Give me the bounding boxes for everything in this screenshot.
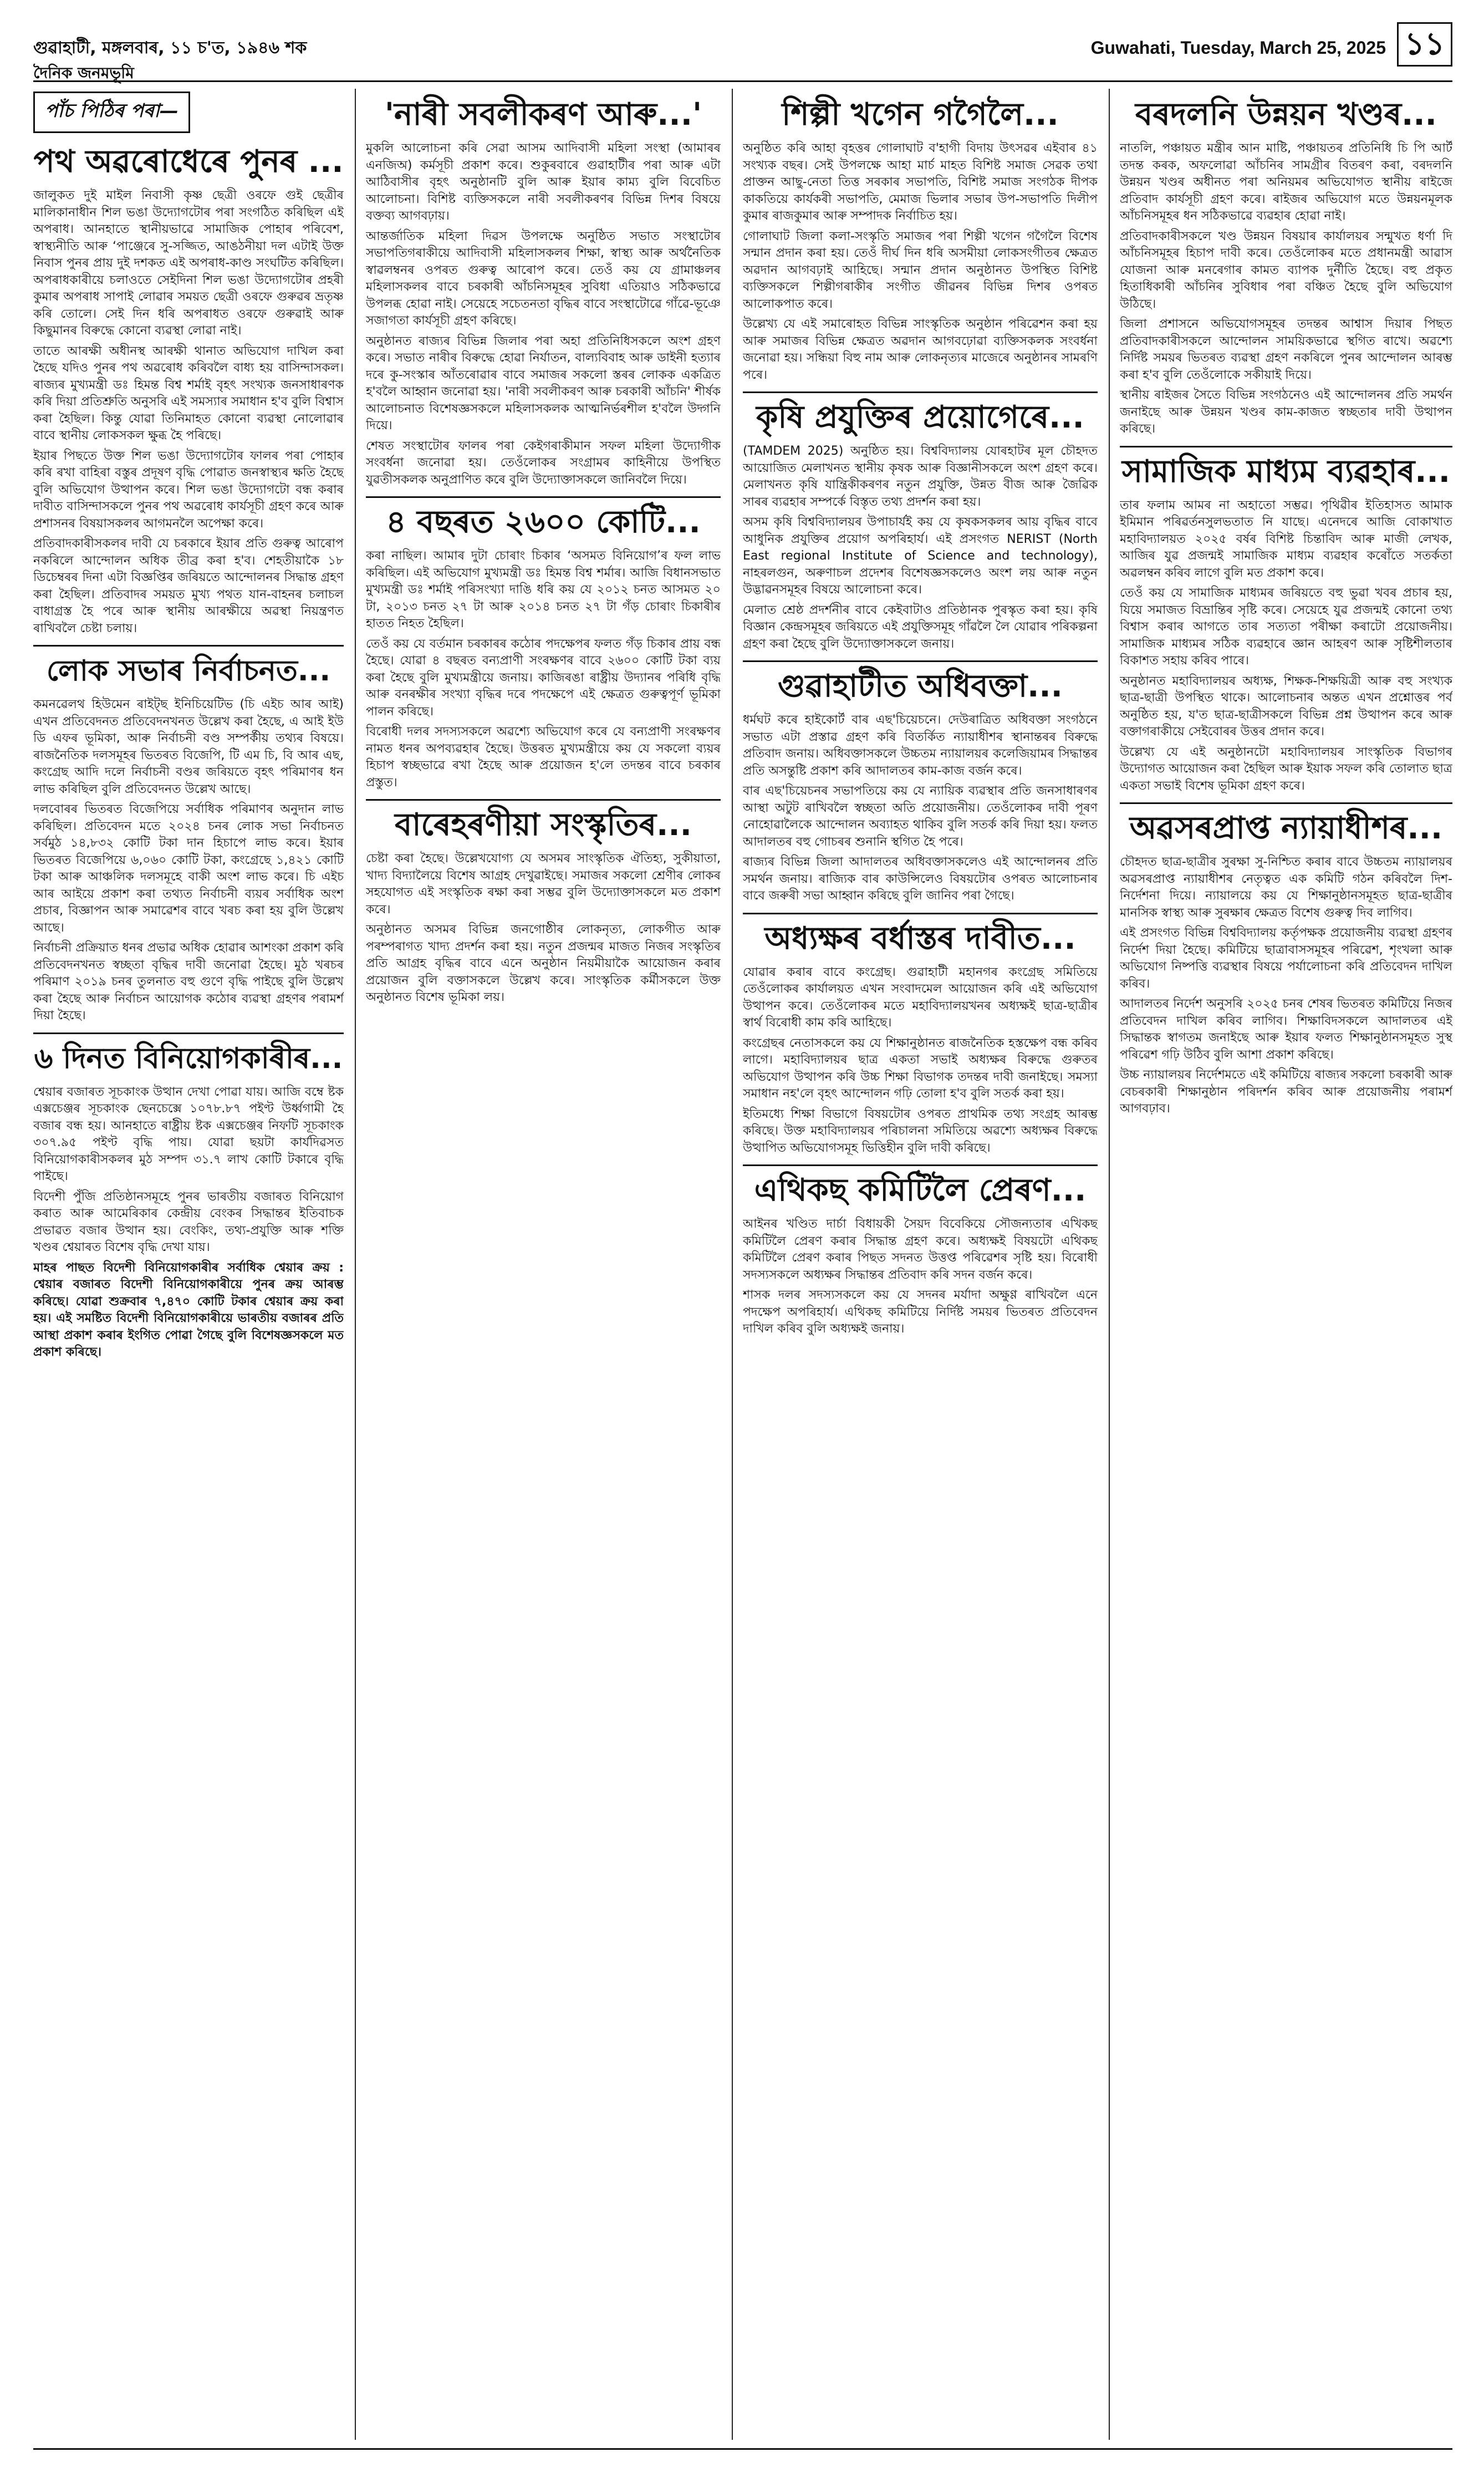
paragraph: তাতে আৰক্ষী অধীনস্থ আৰক্ষী থানাত অভিযোগ দাখিল কৰা হৈছে যদিও পুনৰ পথ অৱৰোধ কৰিবলৈ বাধ্য হয় বাসিন্দাসকল। ৰাজ্যৰ মুখ্যমন্ত্ৰী ডঃ হিমন্ত বিশ্ব শৰ্মাই বৃহৎ সংখ্যক জনসাধাৰণক কৰি দিয়া প্ৰতিশ্ৰুতি অনুসৰি এই সমস্যাৰ সমাধান হ'ব বুলি বিশ্বাস কৰা হৈছিল। কিন্তু যোৱা তিনিমাহত কোনো ব্যৱস্থা নোলোৱাৰ বাবে স্থানীয় লোকসকল ক্ষুব্ধ হৈ পৰিছে। xyxy=(33,344,344,442)
paragraph: মুকলি আলোচনা কৰি সেৱা আসম আদিবাসী মহিলা সংস্থা (আমাৰৰ এনজিঅ) কৰ্মসূচী প্ৰকাশ কৰে। শুকুৰবাৰে গুৱাহাটীৰ পৰা আৰু এটা আঠিবাসীৰ বৃহৎ অনুষ্ঠানটি বুলি আৰু ইয়াৰ কাম্য বুলি বিবেচিত আলোচনা। বিশিষ্ট ব্যক্তিসকলে নাৰী সবলীকৰণৰ বিভিন্ন দিশৰ বিষয়ে বক্তব্য আগবঢ়ায়। xyxy=(366,141,721,223)
column-2 xyxy=(366,91,721,2443)
article-separator xyxy=(366,799,721,801)
headline: এথিকছ কমিটিলৈ প্ৰেৰণ... xyxy=(754,1172,1087,1208)
paragraph: উল্লেখ্য যে এই সমাৰোহত বিভিন্ন সাংস্কৃতিক অনুষ্ঠান পৰিৱেশন কৰা হয় আৰু সমাজৰ বিভিন্ন ক্ষেত্ৰত অৱদান আগবঢ়োৱা ব্যক্তিসকলক সংবৰ্ধনা জনোৱা হয়। সন্ধিয়া বিহু নাম আৰু লোকনৃত্যৰ মাজেৰে অনুষ্ঠানৰ সামৰণি পৰে। xyxy=(743,317,1098,382)
article-bordoloni-block xyxy=(1120,95,1452,438)
headline: পথ অৱৰোধেৰে পুনৰ ... xyxy=(33,144,344,180)
article-culture xyxy=(366,805,721,1006)
paragraph: জালুকত দুই মাইল নিবাসী কৃষ্ণ ছেত্ৰী ওৰফে গুই ছেত্ৰীৰ মালিকানাধীন শিল ভঙা উদ্যোগটোৰ পৰা সংগঠিত কৰিছিল এই অপৰাধ। আনহাতে স্থানীয়ভাৱে সামাজিক পোহাৰ পৰিবেশ, স্বাস্থ্যনীতি আৰু ‘পাঞ্জেৰে সু-সজ্জিত, আঙঠনীয়া দল এটাই উক্ত নিবাস পুনৰ প্ৰায় দুই দশকত এই অপৰাধ-কাণ্ড সংঘটিত কৰিছিল। অপৰাধকাৰীয়ে চলাওতে সেইদিনা শিল ভঙা উদ্যোগটোৰ প্ৰহৰী কুমাৰ অপৰাধ সাপাই লোৱাৰ সময়ত ছেত্ৰী ওৰফে গুৰুৱৰ ভ্ৰতৃষ্ণ কৰি তোলে। সেই দিন ধৰি অপৰাধত ওৰফে গুৰুৱাই আৰু কিছুমানৰ বিৰুদ্ধে কোনো ব্যৱস্থা লোৱা নাই। xyxy=(33,189,344,338)
paragraph: স্থানীয় ৰাইজৰ সৈতে বিভিন্ন সংগঠনেও এই আন্দোলনৰ প্ৰতি সমৰ্থন জনাইছে আৰু উন্নয়ন খণ্ডৰ কাম-কাজত স্বচ্ছতাৰ দাবী উত্থাপন কৰিছে। xyxy=(1120,388,1452,436)
column-3 xyxy=(743,91,1098,2443)
article-ethics-committee xyxy=(743,1171,1098,1338)
paragraph: বাৰ এছ'চিয়েচনৰ সভাপতিয়ে কয় যে ন্যায়িক ব্যৱস্থাৰ প্ৰতি জনসাধাৰণৰ আস্থা অটুট ৰাখিবলৈ স্বচ্ছতা অতি প্ৰয়োজনীয়। তেওঁলোকৰ দাবী পূৰণ নোহোৱালৈকে আন্দোলন অব্যাহত থাকিব বুলি সতৰ্ক কৰি দিয়া হয়। ফলত আদালতৰ বহু গোচৰৰ শুনানি স্থগিত হৈ পৰে। xyxy=(743,784,1098,849)
paragraph: মাহৰ পাছত বিদেশী বিনিয়োগকাৰীৰ সৰ্বাধিক শ্বেয়াৰ ক্ৰয় : শ্বেয়াৰ বজাৰত বিদেশী বিনিয়োগকাৰীয়ে পুনৰ ক্ৰয় আৰম্ভ কৰিছে। যোৱা শুক্ৰবাৰ ৭,৪৭০ কোটি টকাৰ শ্বেয়াৰ ক্ৰয় কৰা হয়। এই সমষ্টিত বিদেশী বিনিয়োগকাৰীয়ে ভাৰতীয় বজাৰৰ প্ৰতি আস্থা প্ৰকাশ কৰাৰ ইংগিত পোৱা গৈছে বুলি বিশেষজ্ঞসকলে মত প্ৰকাশ কৰিছে। xyxy=(33,1260,344,1359)
paragraph: প্ৰতিবাদকাৰীসকলৰ দাবী যে চৰকাৰে ইয়াৰ প্ৰতি গুৰুত্ব আৰোপ নকৰিলে আন্দোলন অধিক তীব্ৰ কৰা হ'ব। শেহতীয়াকৈ ১৮ ডিচেম্বৰৰ দিনা এটা বিজ্ঞপ্তিৰ জৰিয়তে আন্দোলনৰ সিদ্ধান্ত গ্ৰহণ কৰা হৈছিল। প্ৰতিবাদৰ সময়ত মুখ্য পথত যান-বাহনৰ চলাচল বাধাগ্ৰস্ত হৈ পৰে আৰু স্থানীয় আৰক্ষীয়ে অৱস্থা নিয়ন্ত্ৰণত ৰাখিবলৈ চেষ্টা চলায়। xyxy=(33,537,344,635)
paragraph: দলবোৰৰ ভিতৰত বিজেপিয়ে সৰ্বাধিক পৰিমাণৰ অনুদান লাভ কৰিছিল। প্ৰতিবেদন মতে ২০২৪ চনৰ লোক সভা নিৰ্বাচনত সৰ্বমুঠ ১৪,৮৩২ কোটি টকা দান হিচাপে লাভ কৰে। ইয়াৰ ভিতৰত বিজেপিয়ে ৬,০৬০ কোটি টকা, কংগ্ৰেছে ১,৪২১ কোটি টকা আৰু আঞ্চলিক দলসমূহে বাকী অংশ লাভ কৰে। চি এইচ আৰ আইয়ে প্ৰকাশ কৰা তথ্যত নিৰ্বাচনী ব্যয়ৰ সৰ্বাধিক অংশ প্ৰচাৰ, বিজ্ঞাপন আৰু সমাৱেশৰ বাবে খৰচ কৰা হয় বুলি উল্লেখ আছে। xyxy=(33,802,344,935)
column-divider xyxy=(732,89,733,2440)
paragraph: আন্তৰ্জাতিক মহিলা দিৱস উপলক্ষে অনুষ্ঠিত সভাত সংস্থাটোৰ সভাপতিগৰাকীয়ে আদিবাসী মহিলাসকলৰ শিক্ষা, স্বাস্থ্য আৰু অৰ্থনৈতিক স্বাৱলম্বনৰ ওপৰত গুৰুত্ব আৰোপ কৰে। তেওঁ কয় যে গ্ৰামাঞ্চলৰ মহিলাসকলৰ বাবে চৰকাৰী আঁচনিসমূহৰ সুবিধা এতিয়াও সঠিকভাৱে উপলব্ধ হোৱা নাই। সেয়েহে সচেতনতা বৃদ্ধিৰ বাবে সংস্থাটোৱে গাঁৱে-ভূঞে সজাগতা কাৰ্যসূচী গ্ৰহণ কৰিছে। xyxy=(366,229,721,328)
paragraph: ধৰ্মঘট কৰে হাইকোৰ্ট বাৰ এছ'চিয়েচনে। দেউৰাত্ৰিত অধিবক্তা সংগঠনে সভাত এটা প্ৰস্তাৱ গ্ৰহণ কৰি বিতৰ্কিত ন্যায়াধীশৰ স্থানান্তৰৰ বিৰুদ্ধে প্ৰতিবাদ জনায়। অধিবক্তাসকলে উচ্চতম ন্যায়ালয়ৰ কলেজিয়ামৰ সিদ্ধান্তৰ প্ৰতি অসন্তুষ্টি প্ৰকাশ কৰি আদালতৰ কাম-কাজ বৰ্জন কৰে। xyxy=(743,713,1098,778)
paragraph: তাৰ ফলাম আমৰ না অহাতো সম্ভৱ। পৃথিৱীৰ ইতিহাসত আমাক ইমিমান পৰিৱৰ্তনসুলভতাত নি যাছে। এনেদৰে আজি বোকাখাত মহাবিদ্যালয়ত ২০২৫ বৰ্ষৰ বিশিষ্ট চিন্তাবিদ আৰু মাজী লেখক, আজিৰ যুৱ প্ৰজন্মই সামাজিক মাধ্যম ব্যৱহাৰ কৰোঁতে সতৰ্কতা অৱলম্বন কৰিব লাগে বুলি মত প্ৰকাশ কৰে। xyxy=(1120,498,1452,580)
article-artist-khagen xyxy=(743,95,1098,384)
paragraph: এই প্ৰসংগত বিভিন্ন বিশ্ববিদ্যালয় কৰ্তৃপক্ষক প্ৰয়োজনীয় ব্যৱস্থা গ্ৰহণৰ নিৰ্দেশ দিয়া হৈছে। কমিটিয়ে ছাত্ৰাবাসসমূহৰ পৰিৱেশ, শৃংখলা আৰু অভিযোগ নিষ্পত্তি ব্যৱস্থাৰ বিষয়ে পৰ্যালোচনা কৰি প্ৰতিবেদন দাখিল কৰিব। xyxy=(1120,926,1452,991)
page-number: ১১ xyxy=(1397,22,1452,67)
article-separator xyxy=(1120,802,1452,804)
paragraph: কমনৱেলথ হিউমেন ৰাইট্‌ছ ইনিচিয়েটিভ (চি এইচ আৰ আই) এখন প্ৰতিবেদনত প্ৰতিবেদনখনত উল্লেখ কৰা হৈছে, এ আই ইউ ডি এফৰ ভূমিকা, আৰু নিৰ্বাচনী বণ্ড সম্পৰ্কীয় তথ্যৰ বিষয়ে। ৰাজনৈতিক দলসমূহৰ ভিতৰত বিজেপি, টি এম চি, বি আৰ এছ, কংগ্ৰেছ আদি দলে নিৰ্বাচনী বণ্ডৰ জৰিয়তে বৃহৎ পৰিমাণৰ ধন লাভ কৰিছিল বুলি প্ৰতিবেদনত উল্লেখ আছে। xyxy=(33,698,344,796)
column-4 xyxy=(1120,91,1452,2443)
article-separator xyxy=(1120,446,1452,447)
article-women-empowerment xyxy=(366,95,721,489)
headline: কৃষি প্ৰযুক্তিৰ প্ৰয়োগেৰে... xyxy=(756,399,1084,435)
article-2600-crore xyxy=(366,502,721,791)
headline: ৬ দিনত বিনিয়োগকাৰীৰ... xyxy=(34,1041,343,1075)
headline: বাৰেহৰণীয়া সংস্কৃতিৰ... xyxy=(395,807,692,843)
paragraph: জিলা প্ৰশাসনে অভিযোগসমূহৰ তদন্তৰ আশ্বাস দিয়াৰ পিছত প্ৰতিবাদকাৰীসকলে আন্দোলন সাময়িকভাৱে স্থগিত ৰাখে। অৱশ্যে নিৰ্দিষ্ট সময়ৰ ভিতৰত ব্যৱস্থা গ্ৰহণ নকৰিলে পুনৰ আন্দোলন আৰম্ভ কৰা হ'ব বুলি তেওঁলোকে সকীয়াই দিয়ে। xyxy=(1120,317,1452,382)
headline: সামাজিক মাধ্যম ব্যৱহাৰ... xyxy=(1121,453,1451,490)
paragraph: ইতিমধ্যে শিক্ষা বিভাগে বিষয়টোৰ ওপৰত প্ৰাথমিক তথ্য সংগ্ৰহ আৰম্ভ কৰিছে। উক্ত মহাবিদ্যালয়ৰ পৰিচালনা সমিতিয়ে অৱশ্যে অধ্যক্ষৰ বিৰুদ্ধে উত্থাপিত অভিযোগসমূহ ভিত্তিহীন বুলি দাবী কৰিছে। xyxy=(743,1107,1098,1155)
paragraph: বিদেশী পুঁজি প্ৰতিষ্ঠানসমূহে পুনৰ ভাৰতীয় বজাৰত বিনিয়োগ কৰাত আৰু আমেৰিকাৰ কেন্দ্ৰীয় বেংকৰ সিদ্ধান্তৰ ইতিবাচক প্ৰভাৱত বজাৰ উত্থান হয়। বেংকিং, তথ্য-প্ৰযুক্তি আৰু শক্তি খণ্ডৰ শ্বেয়াৰত বিশেষ বৃদ্ধি দেখা যায়। xyxy=(33,1189,344,1254)
paragraph: অনুষ্ঠিত কৰি আহা বৃহত্তৰ গোলাঘাট ব'হাগী বিদায় উৎসৱৰ এইবাৰ ৪১ সংখ্যক বছৰ। সেই উপলক্ষে আহা মাৰ্চ মাহত বিশিষ্ট সমাজ সেৱক তথা প্ৰাক্তন আছু-নেতা তিত্ত সৰকাৰ সভাপতি, বিশিষ্ট সমাজ সংগঠক দীপক কাকতিয়ে কাৰ্যকৰী সভাপতি, মেমাজ ভিলাৰ সভাৰ উপ-সভাপতি দিলীপ কুমাৰ ৰাজকুমাৰ আৰু সম্পাদক নিৰ্বাচিত হয়। xyxy=(743,141,1098,223)
paragraph: অনুষ্ঠানত অসমৰ বিভিন্ন জনগোষ্ঠীৰ লোকনৃত্য, লোকগীত আৰু পৰম্পৰাগত খাদ্য প্ৰদৰ্শন কৰা হয়। নতুন প্ৰজন্মৰ মাজত নিজৰ সংস্কৃতিৰ প্ৰতি আগ্ৰহ বৃদ্ধিৰ বাবে এনে অনুষ্ঠান নিয়মীয়াকৈ আয়োজন কৰাৰ প্ৰয়োজন বুলি বক্তাসকলে উল্লেখ কৰে। সাংস্কৃতিক কৰ্মীসকলে উক্ত অনুষ্ঠানত বিশেষ ভূমিকা লয়। xyxy=(366,923,721,1004)
paragraph: ইয়াৰ পিছতে উক্ত শিল ভঙা উদ্যোগটোৰ ফালৰ পৰা পোহাৰ কৰি ৰখা বাহিৰা বস্তুৰ প্ৰদূষণ বৃদ্ধি পোৱাত জনস্বাস্থ্যৰ ক্ষতি হৈছে বুলি অভিযোগ উত্থাপন কৰে। শিল ভঙা উদ্যোগটো বন্ধ কৰাৰ দাবীত বাসিন্দাসকলে পুনৰ পথ অৱৰোধ কাৰ্যসূচী গ্ৰহণ কৰে আৰু প্ৰশাসনৰ বিষয়াসকলৰ আগমনলৈ অপেক্ষা কৰে। xyxy=(33,449,344,531)
paragraph: যোৱাৰ কৰাৰ বাবে কংগ্ৰেছ। গুৱাহাটী মহানগৰ কংগ্ৰেছ সমিতিয়ে তেওঁলোকৰ কাৰ্যালয়ত এখন সংবাদমেল আয়োজন কৰি এই অভিযোগ উত্থাপন কৰে। তেওঁলোকৰ মতে মহাবিদ্যালয়খনৰ অধ্যক্ষই ছাত্ৰ-ছাত্ৰীৰ স্বাৰ্থ বিৰোধী কাম কৰি আহিছে। xyxy=(743,965,1098,1030)
paragraph: উল্লেখ্য যে এই অনুষ্ঠানটো মহাবিদ্যালয়ৰ সাংস্কৃতিক বিভাগৰ উদ্যোগত আয়োজন কৰা হৈছিল আৰু ইয়াক সফল কৰি তোলাত ছাত্ৰ একতা সভাই বিশেষ ভূমিকা গ্ৰহণ কৰে। xyxy=(1120,745,1452,793)
paragraph: কংগ্ৰেছৰ নেতাসকলে কয় যে শিক্ষানুষ্ঠানত ৰাজনৈতিক হস্তক্ষেপ বন্ধ কৰিব লাগে। মহাবিদ্যালয়ৰ ছাত্ৰ একতা সভাই অধ্যক্ষৰ বিৰুদ্ধে গুৰুতৰ অভিযোগ উত্থাপন কৰি উচ্চ শিক্ষা বিভাগক তদন্তৰ দাবী জনাইছে। সমস্যা সমাধান নহ'লে বৃহৎ আন্দোলন গঢ়ি তোলা হ'ব বুলি সতৰ্ক কৰা হয়। xyxy=(743,1036,1098,1101)
paragraph: উচ্চ ন্যায়ালয়ৰ নিৰ্দেশমতে এই কমিটিয়ে ৰাজ্যৰ সকলো চৰকাৰী আৰু বেচৰকাৰী শিক্ষানুষ্ঠান পৰিদৰ্শন কৰিব আৰু প্ৰয়োজনীয় পৰামৰ্শ আগবঢ়াব। xyxy=(1120,1068,1452,1116)
paragraph: গোলাঘাট জিলা কলা-সংস্কৃতি সমাজৰ পৰা শিল্পী খগেন গগৈলৈ বিশেষ সন্মান প্ৰদান কৰা হয়। তেওঁ দীৰ্ঘ দিন ধৰি অসমীয়া লোকসংগীতৰ ক্ষেত্ৰত অৱদান আগবঢ়াই আহিছে। সন্মান প্ৰদান অনুষ্ঠানত উপস্থিত বিশিষ্ট ব্যক্তিসকলে শিল্পীগৰাকীৰ সংগীত জীৱনৰ বিভিন্ন দিশৰ ওপৰত আলোকপাত কৰে। xyxy=(743,229,1098,311)
article-separator xyxy=(743,1164,1098,1166)
article-lok-sabha xyxy=(33,651,344,1025)
headline: শিল্পী খগেন গগৈলৈ... xyxy=(782,96,1059,133)
article-separator xyxy=(743,660,1098,662)
headline: বৰদলনি উন্নয়ন খণ্ডৰ... xyxy=(1135,96,1437,133)
article-agri-tech xyxy=(743,398,1098,653)
paragraph: (TAMDEM 2025) অনুষ্ঠিত হয়। বিশ্ববিদ্যালয় যোৰহাটৰ মূল চৌহদত আয়োজিত মেলাখনত স্থানীয় কৃষক আৰু বিজ্ঞানীসকলে অংশ গ্ৰহণ কৰে। মেলাখনত কৃষি যান্ত্ৰিকীকৰণৰ নতুন প্ৰযুক্তি, উন্নত বীজ আৰু জৈৱিক সাৰৰ ব্যৱহাৰ সম্পৰ্কে বিস্তৃত তথ্য প্ৰদৰ্শন কৰা হয়। xyxy=(743,444,1098,509)
headline: 'নাৰী সবলীকৰণ আৰু...' xyxy=(384,96,702,133)
article-separator xyxy=(33,645,344,647)
paragraph: মেলাত শ্ৰেষ্ঠ প্ৰদৰ্শনীৰ বাবে কেইবাটাও প্ৰতিষ্ঠানক পুৰস্কৃত কৰা হয়। কৃষি বিজ্ঞান কেন্দ্ৰসমূহৰ জৰিয়তে এই প্ৰযুক্তিসমূহ গাঁৱলৈ লৈ যোৱাৰ পৰিকল্পনা গ্ৰহণ কৰা হৈছে বুলি উদ্যোক্তাসকলে জনায়। xyxy=(743,603,1098,651)
article-advocates xyxy=(743,667,1098,905)
paper-name: দৈনিক জনমভূমি xyxy=(33,64,134,82)
article-social-media xyxy=(1120,452,1452,795)
paragraph: চৌহদত ছাত্ৰ-ছাত্ৰীৰ সুৰক্ষা সু-নিশ্চিত কৰাৰ বাবে উচ্চতম ন্যায়ালয়ৰ অৱসৰপ্ৰাপ্ত ন্যায়াধীশৰ নেতৃত্বত এক কমিটি গঠন কৰিবলৈ দিশ-নিৰ্দেশনা দিয়ে। ন্যায়ালয়ে কয় যে শিক্ষানুষ্ঠানসমূহত ছাত্ৰ-ছাত্ৰীৰ মানসিক স্বাস্থ্য আৰু সুৰক্ষাৰ ক্ষেত্ৰত বিশেষ গুৰুত্ব দিব লাগিব। xyxy=(1120,855,1452,920)
headline: অৱসৰপ্ৰাপ্ত ন্যায়াধীশৰ... xyxy=(1129,810,1443,846)
date-right: Guwahati, Tuesday, March 25, 2025 xyxy=(1090,38,1386,58)
continuation-tag: পাঁচ পিঠিৰ পৰা— xyxy=(33,91,190,133)
paragraph: অসম কৃষি বিশ্ববিদ্যালয়ৰ উপাচাৰ্যই কয় যে কৃষকসকলৰ আয় বৃদ্ধিৰ বাবে আধুনিক প্ৰযুক্তিৰ প্ৰয়োগ অপৰিহাৰ্য। এই প্ৰসংগত NERIST (North East regional Institute of Science and technology), নাহৰলগুন, অৰুণাচল প্ৰদেশৰ বিশেষজ্ঞসকলেও অংশ লয় আৰু নতুন উদ্ভাৱনসমূহৰ বিষয়ে আলোচনা কৰে। xyxy=(743,515,1098,597)
date-left: গুৱাহাটী, মঙ্গলবাৰ, ১১ চ'ত, ১৯৪৬ শক xyxy=(33,38,307,58)
paragraph: ৰাজ্যৰ বিভিন্ন জিলা আদালতৰ অধিবক্তাসকলেও এই আন্দোলনৰ প্ৰতি সমৰ্থন জনায়। ৰাজ্যিক বাৰ কাউন্সিলেও বিষয়টোৰ ওপৰত আলোচনাৰ বাবে জৰুৰী সভা আহ্বান কৰিছে বুলি জানিব পৰা গৈছে। xyxy=(743,855,1098,903)
article-separator xyxy=(743,913,1098,914)
column-divider xyxy=(1109,89,1110,2440)
article-principal-dismissal xyxy=(743,919,1098,1157)
article-separator xyxy=(743,391,1098,393)
paragraph: আদালতৰ নিৰ্দেশ অনুসৰি ২০২৫ চনৰ শেষৰ ভিতৰত কমিটিয়ে নিজৰ প্ৰতিবেদন দাখিল কৰিব লাগিব। শিক্ষাবিদসকলে আদালতৰ এই সিদ্ধান্তক স্বাগতম জনাইছে আৰু ইয়াৰ ফলত শিক্ষানুষ্ঠানসমূহত সুস্থ পৰিৱেশ গঢ়ি উঠিব বুলি আশা প্ৰকাশ কৰিছে। xyxy=(1120,997,1452,1062)
paragraph: অনুষ্ঠানত ৰাজ্যৰ বিভিন্ন জিলাৰ পৰা অহা প্ৰতিনিধিসকলে অংশ গ্ৰহণ কৰে। সভাত নাৰীৰ বিৰুদ্ধে হোৱা নিৰ্যাতন, বাল্যবিবাহ আৰু ডাইনী হত্যাৰ দৰে কু-সংস্কাৰ আঁতৰোৱাৰ বাবে সমাজৰ সকলো স্তৰৰ লোকক একত্ৰিত হ'বলৈ আহ্বান জনোৱা হয়। 'নাৰী সবলীকৰণ আৰু চৰকাৰী আঁচনি' শীৰ্ষক আলোচনাত বিশেষজ্ঞসকলে মহিলাসকলক আত্মনিৰ্ভৰশীল হ'বলৈ উদ্গনি দিয়ে। xyxy=(366,334,721,433)
headline: অধ্যক্ষৰ বৰ্ধাস্তৰ দাবীত... xyxy=(764,920,1076,957)
bottom-rule xyxy=(33,2448,1452,2450)
paragraph: নিৰ্বাচনী প্ৰক্ৰিয়াত ধনৰ প্ৰভাৱ অধিক হোৱাৰ আশংকা প্ৰকাশ কৰি প্ৰতিবেদনখনত স্বচ্ছতা বৃদ্ধিৰ দাবী জনোৱা হৈছে। মুঠ খৰচৰ পৰিমাণ ২০১৯ চনৰ তুলনাত বহু গুণে বৃদ্ধি পাইছে বুলি উল্লেখ কৰা হৈছে আৰু নিৰ্বাচন আয়োগক কঠোৰ ব্যৱস্থা গ্ৰহণৰ পৰামৰ্শ দিয়া হৈছে। xyxy=(33,941,344,1023)
paragraph: বিৰোধী দলৰ সদস্যসকলে অৱশ্যে অভিযোগ কৰে যে বন্যপ্ৰাণী সংৰক্ষণৰ নামত ধনৰ অপব্যৱহাৰ হৈছে। উত্তৰত মুখ্যমন্ত্ৰীয়ে কয় যে সকলো ব্যয়ৰ হিচাপ স্বচ্ছভাৱে ৰখা হৈছে আৰু প্ৰয়োজন হ'লে তদন্তৰ বাবে চৰকাৰ প্ৰস্তুত। xyxy=(366,725,721,790)
headline: লোক সভাৰ নিৰ্বাচনত... xyxy=(46,654,331,688)
paragraph: প্ৰতিবাদকাৰীসকলে খণ্ড উন্নয়ন বিষয়াৰ কাৰ্যালয়ৰ সন্মুখত ধৰ্ণা দি আঁচনিসমূহৰ হিচাপ দাবী কৰে। তেওঁলোকৰ মতে প্ৰধানমন্ত্ৰী আৱাস যোজনা আৰু মনৰেগাৰ কামত ব্যাপক দুৰ্নীতি হৈছে। বহু প্ৰকৃত হিতাধিকাৰী আঁচনিৰ সুবিধাৰ পৰা বঞ্চিত হৈছে বুলি অভিযোগ উঠিছে। xyxy=(1120,229,1452,311)
article-path-blockade xyxy=(33,142,344,637)
paragraph: তেওঁ কয় যে বৰ্তমান চৰকাৰৰ কঠোৰ পদক্ষেপৰ ফলত গঁড় চিকাৰ প্ৰায় বন্ধ হৈছে। যোৱা ৪ বছৰত বন্যপ্ৰাণী সংৰক্ষণৰ বাবে ২৬০০ কোটি টকা ব্যয় কৰা হৈছে বুলি মুখ্যমন্ত্ৰীয়ে জনায়। কাজিৰঙা ৰাষ্ট্ৰীয় উদ্যানৰ পৰিধি বৃদ্ধি আৰু বনৰক্ষীৰ সংখ্যা বৃদ্ধিৰ দৰে পদক্ষেপে এই ক্ষেত্ৰত গুৰুত্বপূৰ্ণ ভূমিকা পালন কৰিছে। xyxy=(366,637,721,719)
article-separator xyxy=(33,1032,344,1034)
masthead xyxy=(33,22,1452,82)
article-separator xyxy=(366,496,721,498)
paragraph: চেষ্টা কৰা হৈছে। উল্লেখযোগ্য যে অসমৰ সাংস্কৃতিক ঐতিহ্য, সুকীয়াতা, খাদ্য বিদ্যালৈয়ে বিশেষ আগ্ৰহ দেখুৱাইছে। সমাজৰ সকলো শ্ৰেণীৰ লোকৰ সহযোগত এই সংস্কৃতিক ৰক্ষা কৰা সম্ভৱ বুলি উদ্যোক্তাসকলে মত প্ৰকাশ কৰে। xyxy=(366,852,721,917)
paragraph: তেওঁ কয় যে সামাজিক মাধ্যমৰ জৰিয়তে বহু ভুৱা খবৰ প্ৰচাৰ হয়, যিয়ে সমাজত বিভ্ৰান্তিৰ সৃষ্টি কৰে। সেয়েহে যুৱ প্ৰজন্মই কোনো তথ্য বিশ্বাস কৰাৰ আগতে তাৰ সত্যতা পৰীক্ষা কৰাটো প্ৰয়োজনীয়। সামাজিক মাধ্যমৰ সঠিক ব্যৱহাৰে জ্ঞান আহৰণ আৰু সৃষ্টিশীলতাৰ বিকাশত সহায় কৰিব পাৰে। xyxy=(1120,586,1452,668)
paragraph: শেষত সংস্থাটোৰ ফালৰ পৰা কেইগৰাকীমান সফল মহিলা উদ্যোগীক সংবৰ্ধনা জনোৱা হয়। তেওঁলোকৰ সংগ্ৰামৰ কাহিনীয়ে উপস্থিত যুৱতীসকলক অনুপ্ৰাণিত কৰে বুলি উদ্যোক্তাসকলে জানিবলৈ দিয়ে। xyxy=(366,439,721,487)
headline: গুৱাহাটীত অধিবক্তা... xyxy=(778,668,1063,704)
column-1 xyxy=(33,91,344,2443)
paragraph: আইনৰ খণ্ডিত দাৰ্চা বিধায়কী সৈয়দ বিবেকিয়ে সৌজন্যতাৰ এখিকছ কমিটিলৈ প্ৰেৰণ কৰাৰ সিদ্ধান্ত গ্ৰহণ কৰে। অধ্যক্ষই বিষয়টো এথিকছ কমিটিলৈ প্ৰেৰণ কৰাৰ পিছত সদনত উত্তপ্ত পৰিৱেশৰ সৃষ্টি হয়। বিৰোধী সদস্যসকলে অধ্যক্ষৰ সিদ্ধান্তৰ প্ৰতিবাদ কৰি সদন বৰ্জন কৰে। xyxy=(743,1217,1098,1282)
headline: ৪ বছৰত ২৬০০ কোটি... xyxy=(386,504,701,540)
paragraph: শাসক দলৰ সদস্যসকলে কয় যে সদনৰ মৰ্যাদা অক্ষুণ্ণ ৰাখিবলৈ এনে পদক্ষেপ অপৰিহাৰ্য। এথিকছ কমিটিয়ে নিৰ্দিষ্ট সময়ৰ ভিতৰত প্ৰতিবেদন দাখিল কৰিব বুলি অধ্যক্ষই জনায়। xyxy=(743,1288,1098,1336)
paragraph: নাতলি, পঞ্চায়ত মন্ত্ৰীৰ আন মাষ্টি, পঞ্চায়তৰ প্ৰতিনিধি চি পি আৰ্ট তদন্ত কৰক, অফলোৱা আঁচনিৰ সামগ্ৰীৰ বিতৰণ কৰা, বৰদলনি উন্নয়ন খণ্ডৰ অধীনত পৰা অনিয়মৰ অভিযোগত স্থানীয় ৰাইজে প্ৰতিবাদ কাৰ্যসূচী গ্ৰহণ কৰে। ৰাইজৰ অভিযোগ মতে উন্নয়নমূলক আঁচনিসমূহৰ ধন সঠিকভাৱে ব্যৱহাৰ হোৱা নাই। xyxy=(1120,141,1452,223)
article-investors xyxy=(33,1039,344,1361)
paragraph: অনুষ্ঠানত মহাবিদ্যালয়ৰ অধ্যক্ষ, শিক্ষক-শিক্ষয়িত্ৰী আৰু বহু সংখ্যক ছাত্ৰ-ছাত্ৰী উপস্থিত থাকে। আলোচনাৰ অন্তত এখন প্ৰশ্নোত্তৰ পৰ্ব অনুষ্ঠিত হয়, য'ত ছাত্ৰ-ছাত্ৰীসকলে বিভিন্ন প্ৰশ্ন উত্থাপন কৰে আৰু বক্তাগৰাকীয়ে সেইবোৰৰ উত্তৰ প্ৰদান কৰে। xyxy=(1120,674,1452,739)
paragraph: শ্বেয়াৰ বজাৰত সূচকাংক উত্থান দেখা পোৱা যায়। আজি বম্বে ষ্টক এক্সচেঞ্জৰ সূচকাংক ছেনচেক্সে ১০৭৮.৮৭ পইণ্ট উৰ্ধ্বগামী হৈ বজাৰ বন্ধ হয়। আনহাতে ৰাষ্ট্ৰীয় ষ্টক এক্সচেঞ্জৰ নিফটি সূচকাংক ৩০৭.৯৫ পইণ্ট বৃদ্ধি পায়। যোৱা ছয়টা কাৰ্যদিৱসত বিনিয়োগকাৰীসকলৰ মুঠ সম্পদ ৩১.৭ লাখ কোটি টকাৰে বৃদ্ধি পাইছে। xyxy=(33,1085,344,1183)
paragraph: কৰা নাছিল। আমাৰ দুটা চোৰাং চিকাৰ ‘অসমত বিনিয়োগ’ৰ ফল লাভ কৰিছিল। এই অভিযোগ মুখ্যমন্ত্ৰী ডঃ হিমন্ত বিশ্ব শৰ্মাৰ। আজি বিধানসভাত মুখ্যমন্ত্ৰী ডঃ শৰ্মাই পৰিসংখ্যা দাঙি ধৰি কয় যে ২০১২ চনত আসমত ২০ টা, ২০১৩ চনত ২৭ টা আৰু ২০১৪ চনত ২৭ টা গঁড় চোৰাং চিকাৰীৰ হাতত নিহত হৈছিল। xyxy=(366,549,721,630)
article-retired-judge xyxy=(1120,808,1452,1118)
top-rule xyxy=(33,80,1452,82)
column-divider xyxy=(355,89,356,2440)
